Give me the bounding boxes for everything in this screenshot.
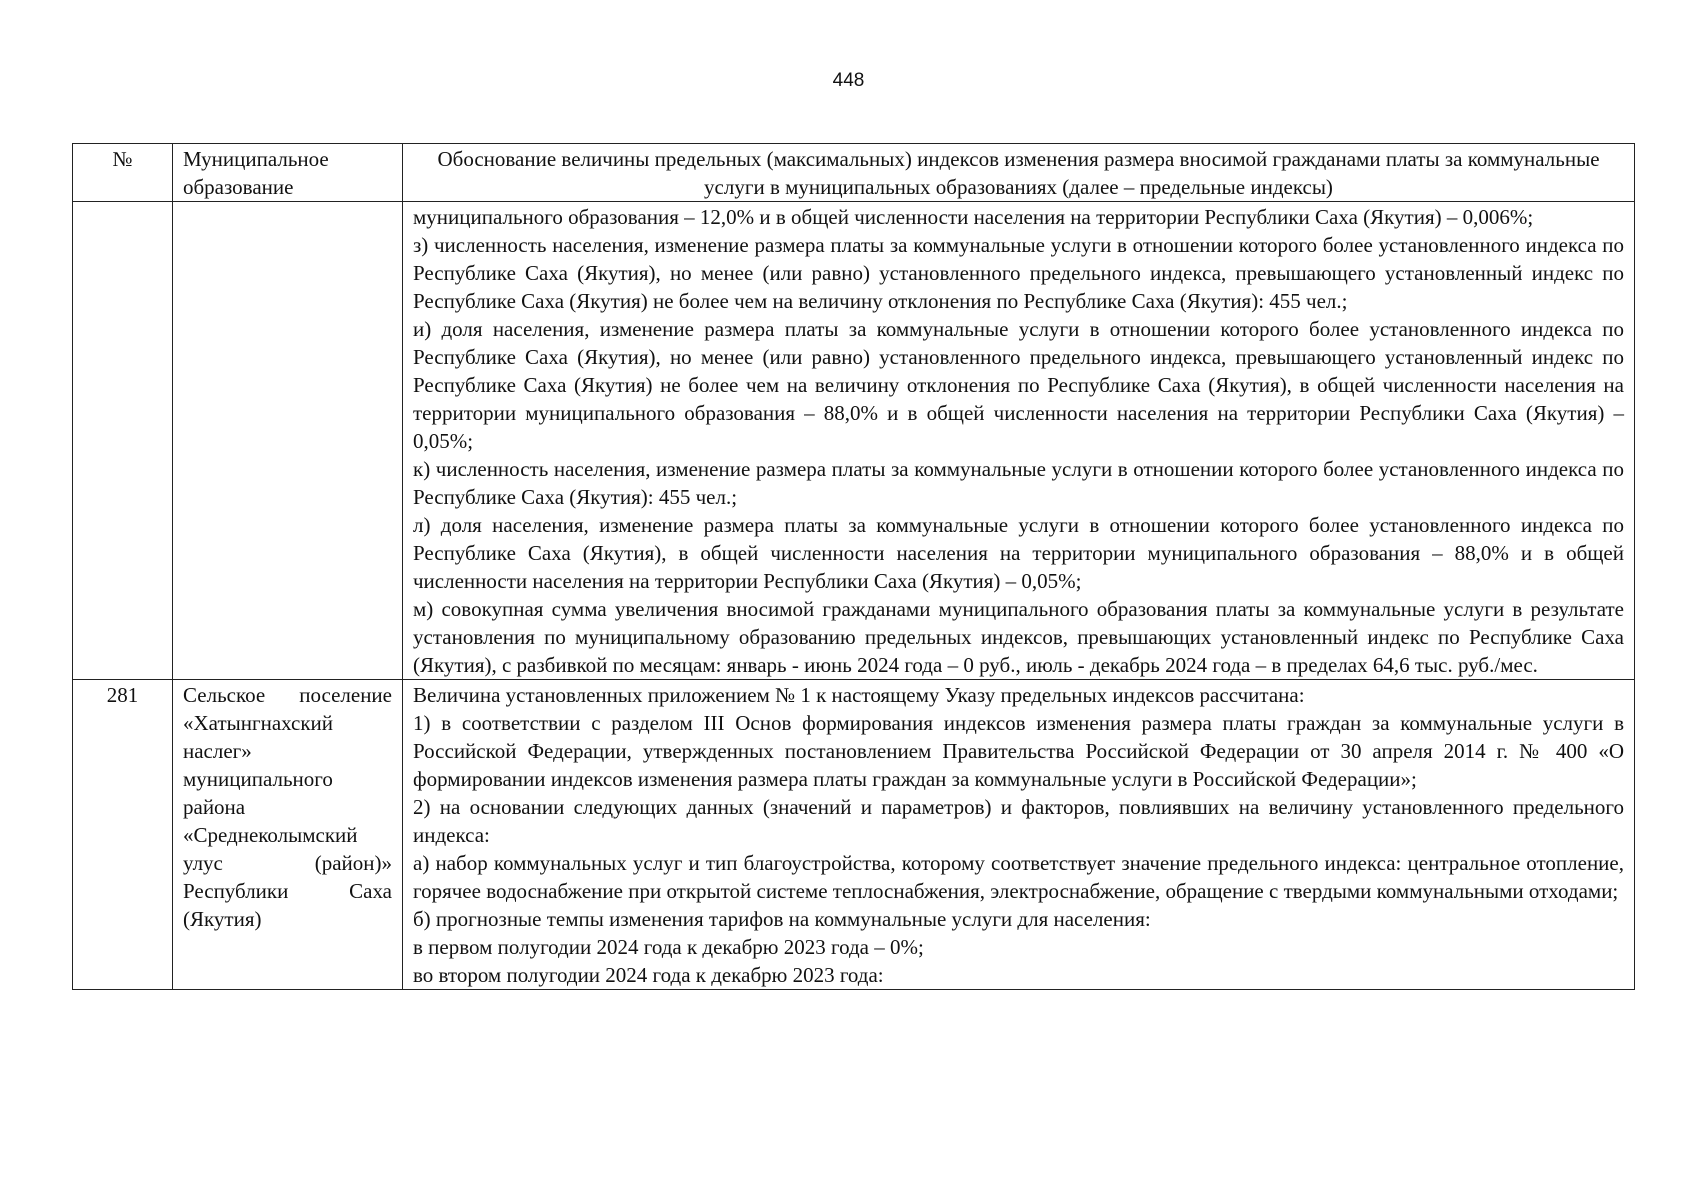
table-header-row: [73, 144, 1635, 202]
row-justification-cell: [403, 202, 1635, 680]
paragraph: б) прогнозные темпы изменения тарифов на коммунальные услуги для населения:: [413, 907, 1151, 931]
row-number-cell: [73, 202, 173, 680]
row-municipality-cell: [173, 202, 403, 680]
row-municipality-cell: Сельское поселение «Хатынгнахский наслег» муниципального района «Среднеколымский улус (район)» Республики Саха (Якутия): [173, 680, 403, 990]
paragraph: и) доля населения, изменение размера платы за коммунальные услуги в отношении которого более установленного индекса по Республике Саха (Якутия), но менее (или равно) установленного предельного индекса, превышающего установленный индекс по Республике Саха (Якутия) не более чем на величину отклонения по Республике Саха (Якутия), в общей численности населения на территории муниципального образования – 88,0% и в общей численности населения на территории Республики Саха (Якутия) – 0,05%;: [413, 317, 1624, 453]
paragraph: муниципального образования – 12,0% и в общей численности населения на территории Республики Саха (Якутия) – 0,006%;: [413, 205, 1534, 229]
table-row: [73, 680, 1635, 990]
paragraph: м) совокупная сумма увеличения вносимой гражданами муниципального образования платы за коммунальные услуги в результате установления по муниципальному образованию предельных индексов, превышающих установленный индекс по Республике Саха (Якутия), с разбивкой по месяцам: январь - июнь 2024 года – 0 руб., июль - декабрь 2024 года – в пределах 64,6 тыс. руб./мес.: [413, 597, 1624, 677]
paragraph: во втором полугодии 2024 года к декабрю 2023 года:: [413, 963, 884, 987]
paragraph: л) доля населения, изменение размера платы за коммунальные услуги в отношении которого более установленного индекса по Республике Саха (Якутия), в общей численности населения на территории муниципального образования – 88,0% и в общей численности населения на территории Республики Саха (Якутия) – 0,05%;: [413, 513, 1624, 593]
paragraph: 1) в соответствии с разделом III Основ формирования индексов изменения размера платы граждан за коммунальные услуги в Российской Федерации, утвержденных постановлением Правительства Российской Федерации от 30 апреля 2014 г. № 400 «О формировании индексов изменения размера платы граждан за коммунальные услуги в Российской Федерации»;: [413, 711, 1624, 791]
row-justification-cell: [403, 680, 1635, 990]
table-row: [73, 202, 1635, 680]
header-number: №: [73, 144, 173, 202]
justification-table: [72, 143, 1635, 990]
paragraph: в первом полугодии 2024 года к декабрю 2023 года – 0%;: [413, 935, 924, 959]
paragraph: а) набор коммунальных услуг и тип благоустройства, которому соответствует значение предельного индекса: центральное отопление, горячее водоснабжение при открытой системе теплоснабжения, электроснабжение, обращение с твердыми коммунальными отходами;: [413, 851, 1624, 903]
paragraph: Величина установленных приложением № 1 к настоящему Указу предельных индексов рассчитана:: [413, 683, 1305, 707]
row-number-cell: 281: [73, 680, 173, 990]
header-municipality: Муниципальное образование: [173, 144, 403, 202]
paragraph: к) численность населения, изменение размера платы за коммунальные услуги в отношении которого более установленного индекса по Республике Саха (Якутия): 455 чел.;: [413, 457, 1624, 509]
paragraph: 2) на основании следующих данных (значений и параметров) и факторов, повлиявших на величину установленного предельного индекса:: [413, 795, 1624, 847]
page-number: 448: [832, 70, 865, 91]
header-justification: Обоснование величины предельных (максимальных) индексов изменения размера вносимой гражданами платы за коммунальные услуги в муниципальных образованиях (далее – предельные индексы): [403, 144, 1635, 202]
paragraph: з) численность населения, изменение размера платы за коммунальные услуги в отношении которого более установленного индекса по Республике Саха (Якутия), но менее (или равно) установленного предельного индекса, превышающего установленный индекс по Республике Саха (Якутия) не более чем на величину отклонения по Республике Саха (Якутия): 455 чел.;: [413, 233, 1624, 313]
